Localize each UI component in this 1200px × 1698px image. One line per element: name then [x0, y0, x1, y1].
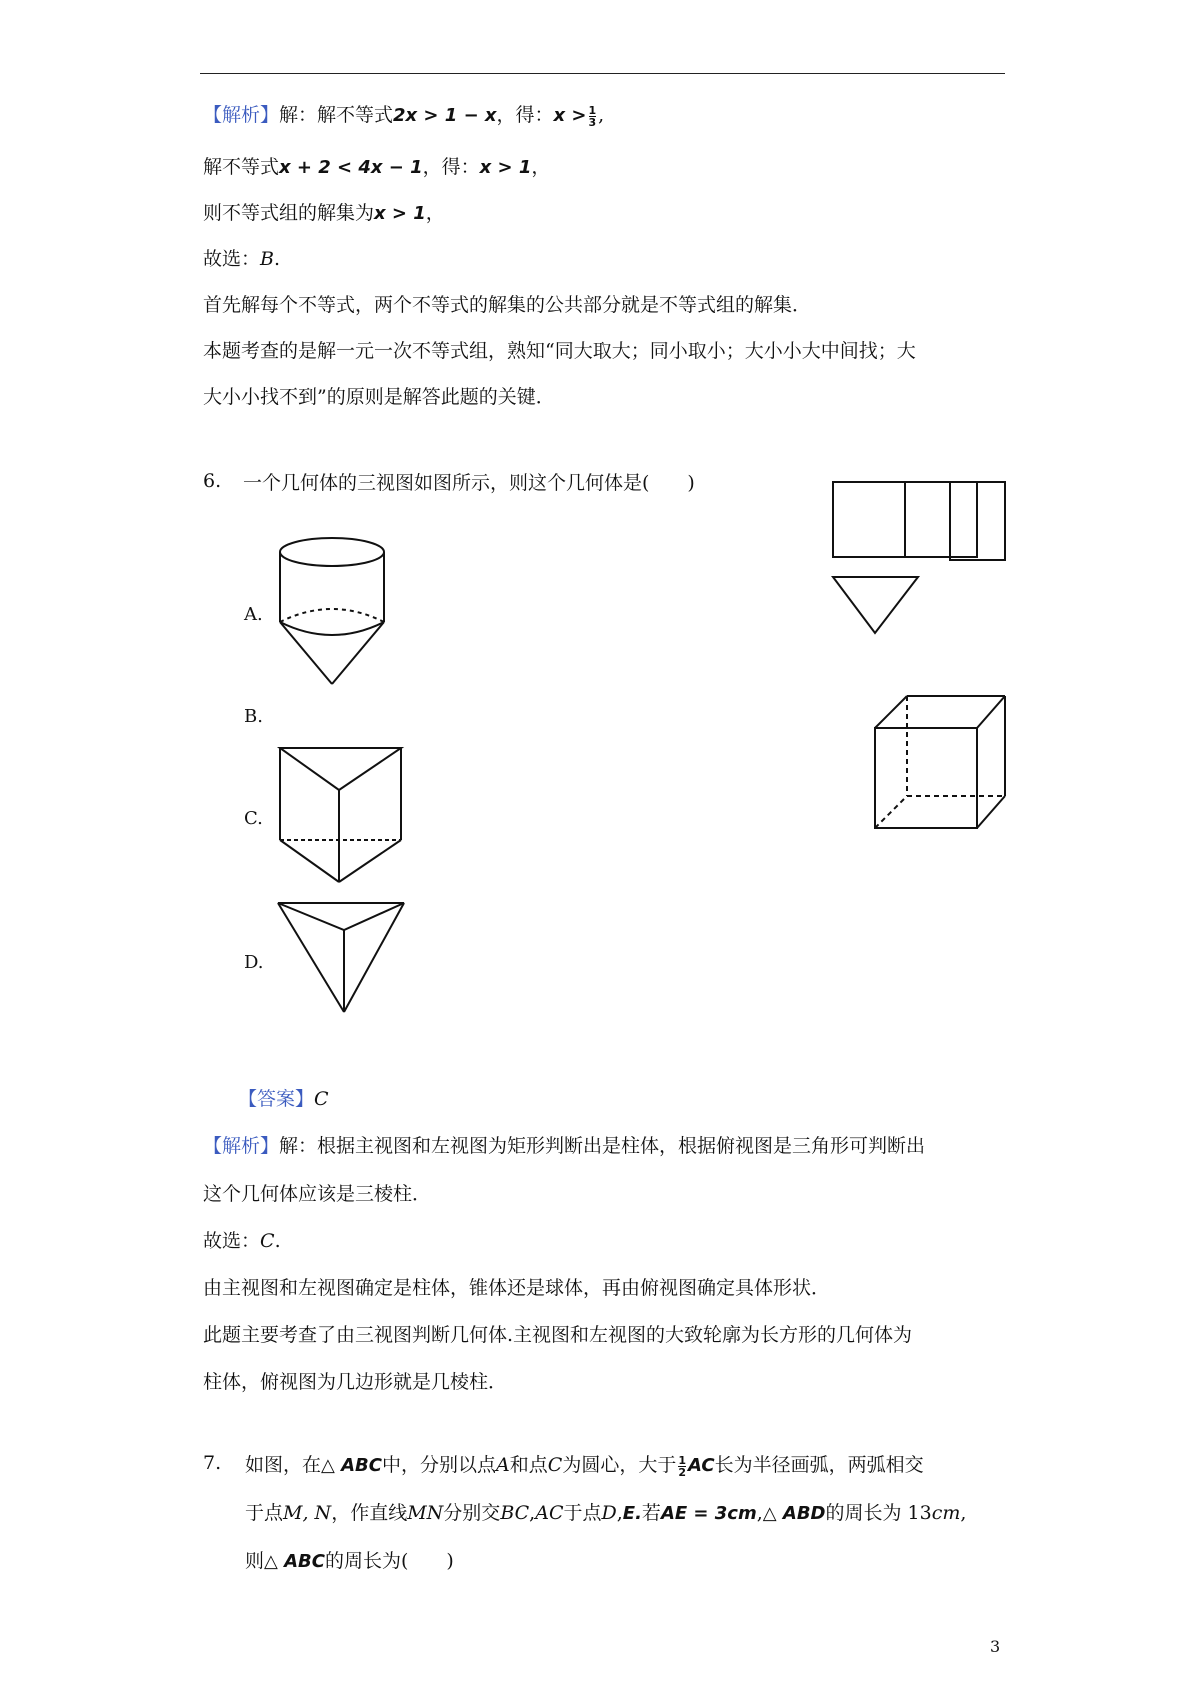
top-view	[833, 577, 918, 633]
analysis6-line1: 【解析】解：根据主视图和左视图为矩形判断出是柱体，根据俯视图是三角形可判断出	[203, 1135, 926, 1157]
analysis5-line7: 大小小找不到”的原则是解答此题的关键．	[203, 386, 555, 408]
analysis6-line5: 此题主要考查了由三视图判断几何体.主视图和左视图的大致轮廓为长方形的几何体为	[203, 1324, 913, 1346]
analysis6-line4: 由主视图和左视图确定是柱体，锥体还是球体，再由俯视图确定具体形状．	[203, 1277, 831, 1299]
analysis6-line2: 这个几何体应该是三棱柱．	[203, 1183, 432, 1205]
option-d-figure	[278, 903, 404, 1012]
header-rule	[200, 73, 1005, 74]
question7-line3: 则△ ABC的周长为( )	[245, 1550, 454, 1572]
analysis5-line3: 则不等式组的解集为x > 1，	[203, 202, 445, 224]
analysis5-line2: 解不等式x + 2 < 4x − 1，得：x > 1，	[203, 156, 551, 178]
option-a-figure	[280, 538, 384, 684]
front-view	[833, 482, 977, 557]
page-number: 3	[990, 1637, 1001, 1656]
analysis-tag: 【解析】	[203, 104, 280, 126]
analysis5-line1: 【解析】解：解不等式2x > 1 − x，得：x > $\frac{1}{3}$ ,	[203, 103, 605, 129]
math-expression: x >	[553, 105, 587, 126]
fraction-one-third: $\frac{1}{3}$	[588, 103, 597, 129]
option-c-figure	[280, 748, 401, 882]
analysis5-line4: 故选：B.	[203, 248, 281, 270]
option-c-label: C.	[244, 808, 263, 829]
question7-line1: 如图，在△ ABC中，分别以点A和点C为圆心，大于 $\frac{1}{2}$ AC长为半径画弧，两弧相交	[245, 1453, 924, 1479]
analysis6-line3: 故选：C.	[203, 1230, 281, 1252]
option-d-label: D.	[244, 952, 264, 973]
fraction-one-half: $\frac{1}{2}$	[678, 1453, 686, 1479]
math-expression: x > 1	[479, 157, 532, 178]
analysis-tag: 【解析】	[203, 1135, 280, 1157]
math-expression: 2x > 1 − x	[393, 105, 497, 126]
math-expression: x > 1	[374, 203, 426, 224]
math-expression: x + 2 < 4x − 1	[279, 157, 423, 178]
question6-text: 一个几何体的三视图如图所示，则这个几何体是( )	[243, 472, 695, 494]
analysis5-line5: 首先解每个不等式，两个不等式的解集的公共部分就是不等式组的解集．	[203, 294, 812, 316]
answer-tag: 【答案】	[238, 1088, 315, 1110]
option-a-label: A.	[244, 604, 263, 625]
answer6-line	[238, 1086, 329, 1112]
analysis6-line6: 柱体，俯视图为几边形就是几棱柱．	[203, 1371, 508, 1393]
question-number: 6.	[203, 470, 222, 492]
option-b-figure	[875, 696, 1005, 828]
question-number: 7.	[203, 1452, 222, 1474]
question7-line2: 于点M, N，作直线MN分别交BC,AC于点D,E.若AE = 3cm,△ ABD的周长为 13cm,	[245, 1502, 967, 1524]
option-b-label: B.	[244, 706, 263, 727]
side-view	[950, 482, 1005, 560]
answer-value: C	[314, 1088, 329, 1110]
analysis5-line6: 本题考查的是解一元一次不等式组，熟知“同大取大；同小取小；大小小大中间找；大	[203, 340, 916, 362]
